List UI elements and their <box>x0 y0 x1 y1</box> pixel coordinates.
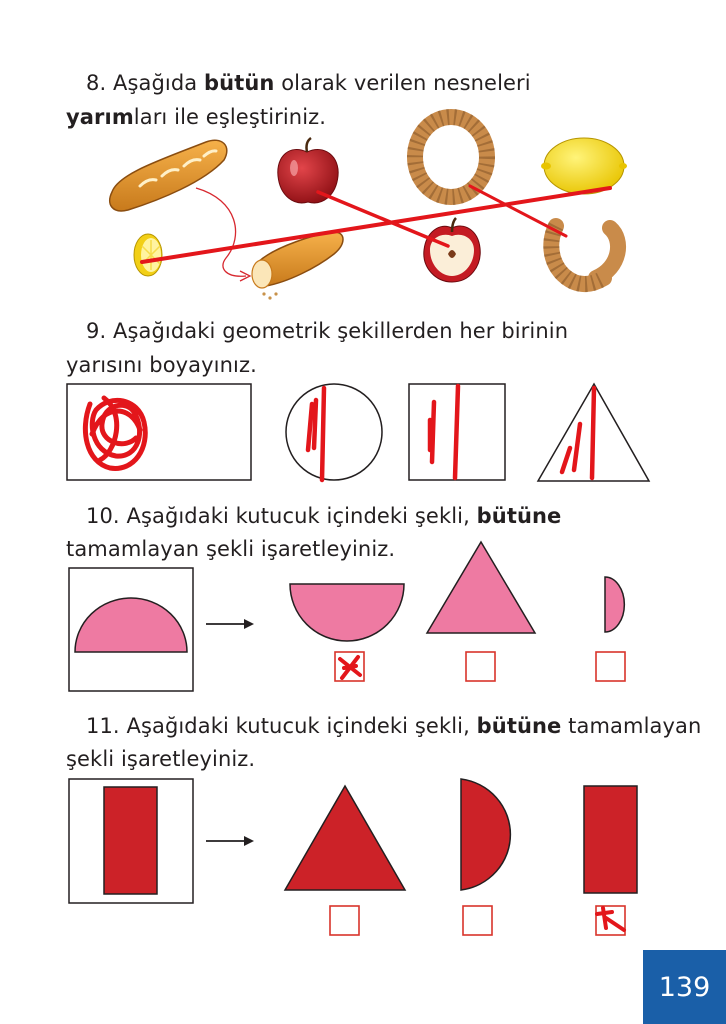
q9-circle[interactable] <box>286 384 382 480</box>
apple-half-image <box>424 218 480 282</box>
lemon-half-image <box>134 234 162 276</box>
q11-keyword-whole: bütüne <box>476 714 562 738</box>
q11-checkbox-1[interactable] <box>330 906 359 935</box>
match-line-lemon <box>142 188 610 262</box>
match-line-simit <box>470 186 566 236</box>
q9-line-2: yarısını boyayınız. <box>66 353 257 377</box>
q10-option-triangle[interactable] <box>427 542 535 633</box>
q10-checkbox-3[interactable] <box>596 652 625 681</box>
q11-arrow <box>206 836 254 846</box>
q11-checkbox-2[interactable] <box>463 906 492 935</box>
q10-option-quarter[interactable] <box>605 577 624 632</box>
page-number: 139 <box>658 971 711 1003</box>
q11-line-1: 11. Aşağıdaki kutucuk içindeki şekli, bütüne tamamlayan <box>86 714 702 738</box>
q9-triangle[interactable] <box>538 384 649 481</box>
q10-option-semicircle[interactable] <box>290 584 404 641</box>
q11-line-2: şekli işaretleyiniz. <box>66 747 256 771</box>
q8-line-1: 8. Aşağıda bütün olarak verilen nesneleri <box>86 71 531 95</box>
q9-scribble <box>85 398 145 468</box>
bread-arrow <box>196 188 250 281</box>
q8-line-2: yarımları ile eşleştiriniz. <box>66 105 327 129</box>
q9-square[interactable] <box>409 384 505 480</box>
apple-whole-image <box>278 138 338 203</box>
lemon-whole-image <box>541 138 627 194</box>
q10-checkbox-2[interactable] <box>466 652 495 681</box>
q11-option-rectangle[interactable] <box>584 786 637 893</box>
q8-keyword-whole: bütün <box>204 71 275 95</box>
simit-whole-image <box>415 117 487 197</box>
q10-line-2: tamamlayan şekli işaretleyiniz. <box>66 537 396 561</box>
q10-reference-box <box>69 568 193 691</box>
q11-option-triangle[interactable] <box>285 786 405 890</box>
q10-line-1: 10. Aşağıdaki kutucuk içindeki şekli, bütüne <box>86 504 562 528</box>
q9-rectangle[interactable] <box>67 384 251 480</box>
q9-line-1: 9. Aşağıdaki geometrik şekillerden her birinin <box>86 319 569 343</box>
q10-keyword-whole: bütüne <box>476 504 562 528</box>
q11-reference-box <box>69 779 193 903</box>
q8-keyword-half: yarım <box>66 105 134 129</box>
page-number-badge <box>643 950 726 1024</box>
baguette-whole-image <box>110 140 227 211</box>
q11-option-semicircle[interactable] <box>461 779 510 890</box>
q10-arrow <box>206 619 254 629</box>
